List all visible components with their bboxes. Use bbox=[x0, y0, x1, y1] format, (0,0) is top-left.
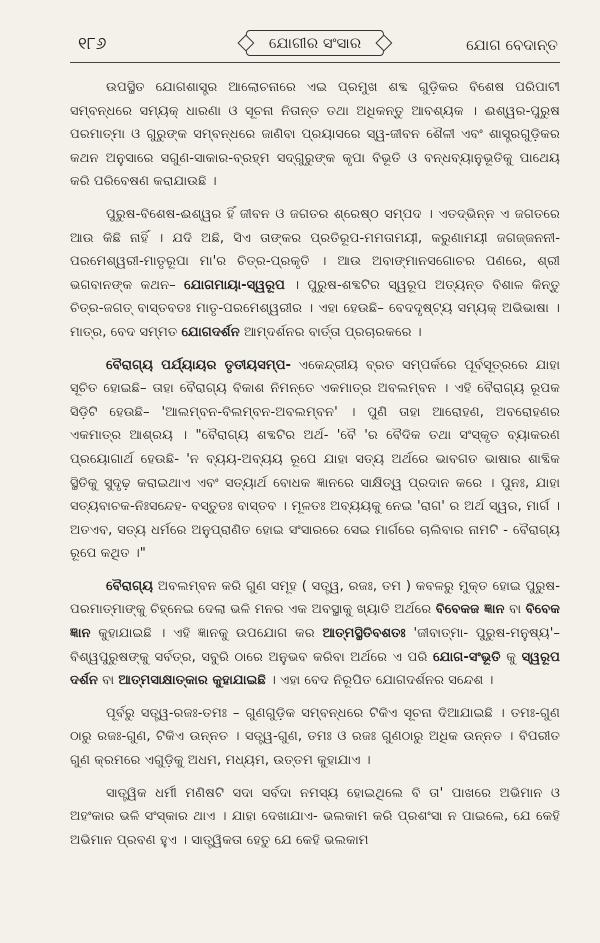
paragraph bbox=[70, 782, 560, 853]
text-run: ବା bbox=[97, 673, 119, 689]
text-run: ସାତ୍ତ୍ୱିକ ଧର୍ମୀ ମଣିଷଟି ସଦା ସର୍ବଦା ନମସ୍ୟ ହୋଇଥିଲେ ବି ତା' ପାଖରେ ଅଭିମାନ ଓ ଅହଂକାର ଭଳି ସଂସ୍କାର ଥାଏ । ଯାହା ଦେଖାଯାଏ- ଭଲକାମ କରି ପ୍ରଶଂସା ନ ପାଇଲେ, ଯେ କେହି ଅଭିମାନ ପ୍ରବଣ ହୁଏ । ସାତ୍ତ୍ୱିକତା ହେତୁ ଯେ କେହି ଭଲକାମ bbox=[70, 785, 560, 848]
text-run: ଏକେନ୍ଦ୍ରୀୟ ବ୍ରତ ସମ୍ପର୍କରେ ପୂର୍ବସୂତ୍ରରେ ଯାହା ସୂଚିତ ହୋଇଛି– ତାହା ବୈରାଗ୍ୟ ବିକାଶ ନିମନ୍ତେ ଏକମାତ୍ର ଅବଲମ୍ବନ । ଏହି ବୈରାଗ୍ୟ ରୂପକ ସିଡ଼ିଟି ହେଉଛି– 'ଆଲମ୍ବନ-ବିଲମ୍ବନ-ଅବଲମ୍ବନ' । ପୁଣି ତାହା ଆରୋହଣ, ଅବରୋହଣର ଏକମାତ୍ର ଆଶ୍ରୟ । "ବୈରାଗ୍ୟ ଶବ୍ଦଟିର ଅର୍ଥ- 'ବୈ 'ର ବୈଦିକ ତଥା ସଂସ୍କୃତ ବ୍ୟାକରଣ ପ୍ରୟୋଗାର୍ଥ ହେଉଛି- 'ନ ବ୍ୟୟ-ଅବ୍ୟୟ ରୂପେ ଯାହା ସତ୍ୟ ଅର୍ଥରେ ଭାବଗତ ଭାଷାର ଶାବ୍ଦିକ ସ୍ଥିତିକୁ ସୁଦୃଢ଼ କରାଇଥାଏ ଏବଂ ସତ୍ୟାର୍ଥ ବୋଧକ ଜ୍ଞାନରେ ସାକ୍ଷିତ୍ୱ ପ୍ରଦାନ କରେ । ପୁନଃ, ଯାହା ସତ୍ୟବାଚକ-ନିଃସନ୍ଦେହ- ବସ୍ତୁତଃ ବାସ୍ତବ । ମୂଳତଃ ଅବ୍ୟୟକୁ ନେଇ 'ରାଗ' ର ଅର୍ଥ ସ୍ୱର, ମାର୍ଗ । ଅତଏବ, ସତ୍ୟ ଧର୍ମରେ ଅନୁପ୍ରାଣିତ ହୋଇ ସଂସାରରେ ସେଇ ମାର୍ଗରେ ଚାଲିବାର ନାମଟି - ବୈରାଗ୍ୟ ରୂପେ କଥିତ ।" bbox=[70, 357, 560, 562]
text-run: ଅବଲମ୍ବନ କରି ଗୁଣ ସମୂହ ( ସତ୍ତ୍ୱ, ରଜଃ, ତମ ) କବଳରୁ ମୁକ୍ତ ହୋଇ ପୁରୁଷ-ପରମାତ୍ମାଙ୍କୁ ଚିହ୍ନେଇ ଦେଲା ଭଳି ମନର ଏକ ଅବସ୍ଥାକୁ ଖ୍ୟାତି ଅର୍ଥରେ bbox=[70, 578, 560, 618]
paragraph bbox=[70, 702, 560, 773]
bold-term: ଯୋଗମାୟା-ସ୍ୱରୂପ bbox=[183, 277, 286, 293]
body-text bbox=[70, 76, 560, 852]
bold-term: ଆତ୍ମସ୍ଥିତିବଶତଃ bbox=[322, 626, 406, 642]
text-run: ବା bbox=[504, 602, 526, 618]
text-run: । ଏହା ବେଦ ନିରୂପିତ ଯୋଗଦର୍ଶନର ସନ୍ଦେଶ । bbox=[265, 673, 494, 689]
bold-term: ଯୋଗଦର୍ଶନ bbox=[181, 324, 240, 340]
paragraph bbox=[70, 575, 560, 693]
text-run: ପୂର୍ବରୁ ସତ୍ତ୍ୱ-ରଜଃ-ତମଃ – ଗୁଣଗୁଡ଼ିକ ସମ୍ବନ୍ଧରେ ଟିକିଏ ସୂଚନା ଦିଆଯାଇଛି । ତମଃ-ଗୁଣ ଠାରୁ ରଜଃ-ଗୁଣ, ଟିକିଏ ଉନ୍ନତ । ସତ୍ତ୍ୱ-ଗୁଣ, ତମଃ ଓ ରଜଃ ଗୁଣଠାରୁ ଅଧିକ ଉନ୍ନତ । ବିପରୀତ ଗୁଣ କ୍ରମରେ ଏଗୁଡ଼ିକୁ ଅଧମ, ମଧ୍ୟମ, ଉତ୍ତମ କୁହାଯାଏ । bbox=[70, 705, 560, 769]
text-run: ଆମ୍‌ଦର୍ଶନର ବାର୍ତ୍ତା ପ୍ରଚାରକରେ । bbox=[239, 324, 422, 340]
text-run: ପୁରୁଷ-ବିଶେଷ-ଈଶ୍ୱର ହିଁ ଜୀବନ ଓ ଜଗତର ଶ୍ରେଷ୍ଠ ସମ୍ପଦ । ଏତଦ୍‌ଭିନ୍ନ ଏ ଜଗତରେ ଆଉ କିଛି ନାହିଁ । ଯଦି ଅଛି, ସିଏ ତାଙ୍କର ପ୍ରତିରୂପ-ମମତାମୟୀ, କରୁଣାମୟୀ ଜଗଜ୍ଜନନୀ-ପରମେଶ୍ୱରୀ-ମାତୃରୂପା ମା'ର ଚିତ୍ର-ପ୍ରକୃତି । ଆଉ ଅବାଙ୍ମାନସଗୋଚର ପଣରେ, ଶ୍ରୀ ଭଗବାନଙ୍କ କଥନ– bbox=[70, 206, 560, 293]
text-run: କୁହାଯାଇଛି । ଏହି ଜ୍ଞାନକୁ ଉପଯୋଗ କର bbox=[90, 626, 323, 642]
chapter-title-banner: ଯୋଗୀର ସଂସାର bbox=[246, 30, 384, 56]
paragraph bbox=[70, 203, 560, 345]
bold-term: ବିବେକ ଜ୍ଞାନ bbox=[70, 602, 560, 642]
text-run: । ପୁରୁଷ-ଶବ୍ଦଟିର ସ୍ୱରୂପ ଅତ୍ୟନ୍ତ ବିଶାଳ କିନ୍ତୁ ଚିତ୍ର-ଜଗତ୍ ବାସ୍ତବତଃ ମାତୃ-ପରମେଶ୍ୱରୀର । ଏହା ହେଉଛି– ବେଦଦୃଷ୍ଟ୍ୟ ସମ୍ୟକ୍ ଅଭିଭାଷା । ମାତ୍ର, ବେଦ ସମ୍ମତ bbox=[70, 277, 560, 340]
bold-term: ଆତ୍ମସାକ୍ଷାତ୍କାର କୁହାଯାଇଛି bbox=[118, 673, 266, 689]
text-run: 'ଜୀବାତ୍ମା- ପୁରୁଷ-ମନୁଷ୍ୟ'– ବିଶ୍ୱପୁରୁଷଙ୍କୁ ସର୍ବତ୍ର, ସବୁରି ଠାରେ ଅନୁଭବ କରିବା ଅର୍ଥରେ ଏ ପରି bbox=[70, 626, 560, 665]
bold-term: ସ୍ୱରୂପ ଦର୍ଶନ bbox=[70, 649, 560, 689]
bold-term: ବୈରାଗ୍ୟ ପର୍ଯ୍ୟାୟର ତୃତୀୟସମ୍ପ- bbox=[106, 357, 292, 373]
running-head bbox=[70, 22, 560, 60]
paragraph bbox=[70, 354, 560, 566]
bold-term: ବୈରାଗ୍ୟ bbox=[106, 578, 154, 594]
text-run: କୁ bbox=[500, 649, 522, 665]
header-rule bbox=[70, 62, 560, 63]
bold-term: ବିବେକଜ ଜ୍ଞାନ bbox=[435, 602, 505, 618]
text-run: ଉପସ୍ଥିତ ଯୋଗଶାସ୍ତ୍ର ଆଲୋଚନାରେ ଏଇ ପ୍ରମୁଖ ଶବ୍ଦ ଗୁଡ଼ିକର ବିଶେଷ ପରିପାଟୀ ସମ୍ବନ୍ଧରେ ସମ୍ୟକ୍ ଧାରଣା ଓ ସୂଚନା ନିତାନ୍ତ ତଥା ଅଧିକନ୍ତୁ ଆବଶ୍ୟକ । ଈଶ୍ୱର-ପୁରୁଷ ପରମାତ୍ମା ଓ ଗୁରୁଙ୍କ ସମ୍ବନ୍ଧରେ ଜାଣିବା ପ୍ରୟାସରେ ସ୍ୱ-ଜୀବନ ଶୈଳୀ ଏବଂ ଶାସ୍ତ୍ରଗୁଡ଼ିକର କଥନ ଅନୁସାରେ ସଗୁଣ-ସାକାର-ବ୍ରହ୍ମ ସଦ୍‌ଗୁରୁଙ୍କ କୃପା ବିଭୂତି ଓ ବନ୍ଧବ୍ୟାନୁଭୂତିକୁ ପାଥେୟ କରି ପରିବେଷଣ କରାଯାଉଛି । bbox=[70, 80, 560, 190]
page-number: ୧୮୬ bbox=[78, 34, 107, 54]
section-title: ଯୋଗ ବେଦାନ୍ତ bbox=[466, 36, 558, 54]
bold-term: ଯୋଗ-ସଂଭୂତି bbox=[433, 649, 501, 665]
paragraph bbox=[70, 76, 560, 194]
